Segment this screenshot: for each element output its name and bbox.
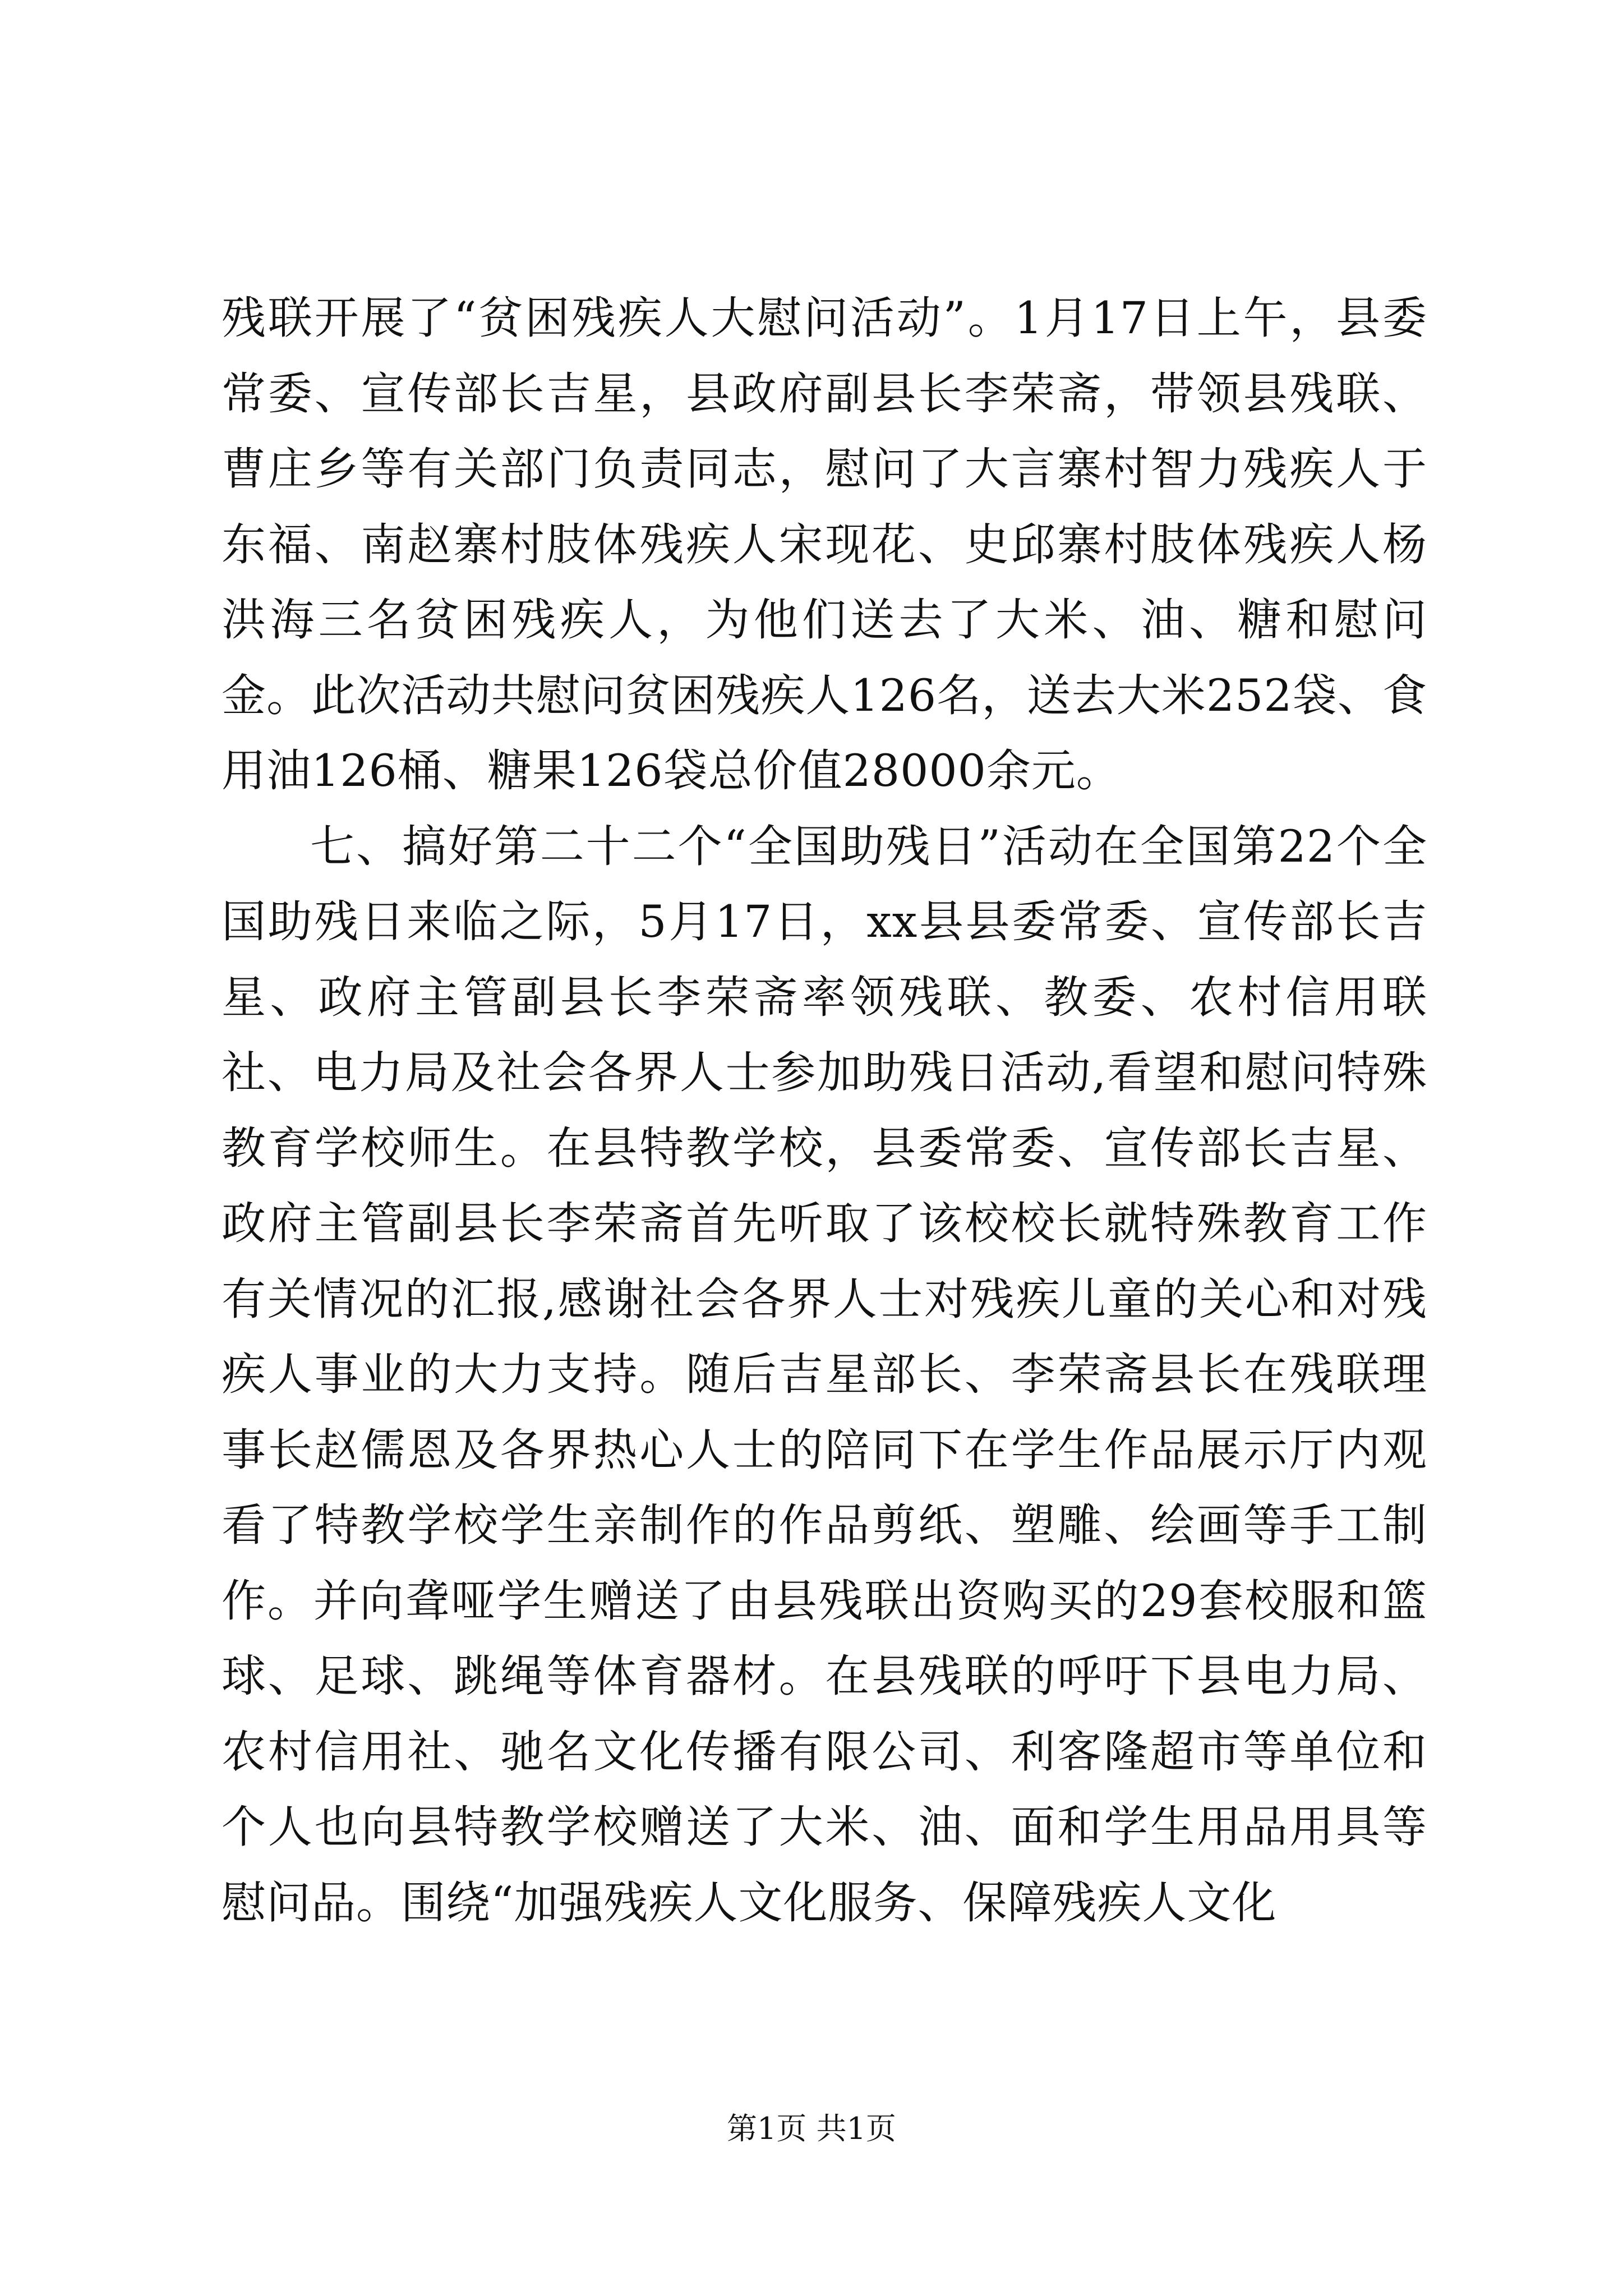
page-footer: 第1页 共1页 xyxy=(727,2111,896,2146)
document-body xyxy=(222,280,1427,1940)
paragraph-1: 残联开展了“贫困残疾人大慰问活动”。1月17日上午，县委常委、宣传部长吉星，县政府副县长李荣斋，带领县残联、曹庄乡等有关部门负责同志，慰问了大言寨村智力残疾人于东福、南赵寨村肢体残疾人宋现花、史邱寨村肢体残疾人杨洪海三名贫困残疾人，为他们送去了大米、油、糖和慰问金。此次活动共慰问贫困残疾人126名，送去大米252袋、食用油126桶、糖果126袋总价值28000余元。 xyxy=(222,292,1427,797)
paragraph-2: 七、搞好第二十二个“全国助残日”活动在全国第22个全国助残日来临之际，5月17日，xx县县委常委、宣传部长吉星、政府主管副县长李荣斋率领残联、教委、农村信用联社、电力局及社会各界人士参加助残日活动,看望和慰问特殊教育学校师生。在县特教学校，县委常委、宣传部长吉星、政府主管副县长李荣斋首先听取了该校校长就特殊教育工作有关情况的汇报,感谢社会各界人士对残疾儿童的关心和对残疾人事业的大力支持。随后吉星部长、李荣斋县长在残联理事长赵儒恩及各界热心人士的陪同下在学生作品展示厅内观看了特教学校学生亲制作的作品剪纸、塑雕、绘画等手工制作。并向聋哑学生赠送了由县残联出资购买的29套校服和篮球、足球、跳绳等体育器材。在县残联的呼吁下县电力局、农村信用社、驰名文化传播有限公司、利客隆超市等单位和个人也向县特教学校赠送了大米、油、面和学生用品用具等慰问品。围绕“加强残疾人文化服务、保障残疾人文化 xyxy=(222,820,1427,1929)
